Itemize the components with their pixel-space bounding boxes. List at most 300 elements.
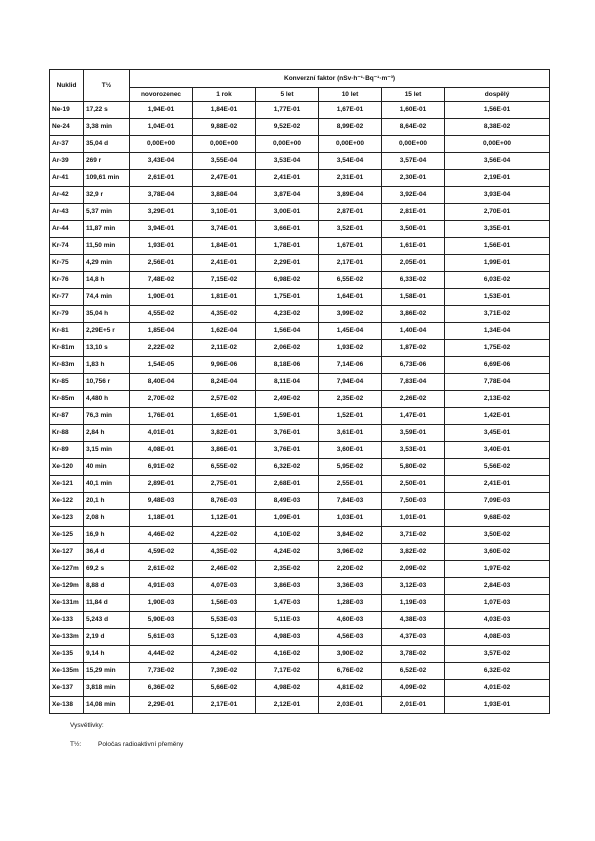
factor-cell: 1,58E-01 xyxy=(382,289,445,306)
factor-cell: 1,40E-04 xyxy=(382,323,445,340)
table-row xyxy=(50,442,550,459)
factor-cell: 3,99E-02 xyxy=(319,306,382,323)
factor-cell: 3,57E-04 xyxy=(382,153,445,170)
factor-cell: 3,86E-01 xyxy=(193,442,256,459)
factor-cell: 1,78E-01 xyxy=(256,238,319,255)
table-row xyxy=(50,306,550,323)
factor-cell: 2,20E-02 xyxy=(319,561,382,578)
factor-cell: 1,34E-04 xyxy=(445,323,550,340)
table-body xyxy=(50,102,550,714)
factor-cell: 6,91E-02 xyxy=(130,459,193,476)
factor-cell: 6,36E-02 xyxy=(130,680,193,697)
factor-cell: 4,24E-02 xyxy=(256,544,319,561)
half-life-cell: 5,243 d xyxy=(84,612,130,629)
factor-cell: 2,35E-02 xyxy=(256,561,319,578)
factor-cell: 3,76E-01 xyxy=(256,442,319,459)
factor-cell: 4,38E-03 xyxy=(382,612,445,629)
nuclide-cell: Kr-74 xyxy=(50,238,84,255)
legend-symbol: T½: xyxy=(70,741,82,748)
factor-cell: 4,81E-02 xyxy=(319,680,382,697)
factor-cell: 7,14E-06 xyxy=(319,357,382,374)
table-row xyxy=(50,340,550,357)
nuclide-cell: Ar-42 xyxy=(50,187,84,204)
factor-cell: 2,84E-03 xyxy=(445,578,550,595)
nuclide-cell: Xe-131m xyxy=(50,595,84,612)
factor-cell: 7,09E-03 xyxy=(445,493,550,510)
factor-cell: 6,32E-02 xyxy=(256,459,319,476)
half-life-cell: 1,83 h xyxy=(84,357,130,374)
half-life-cell: 269 r xyxy=(84,153,130,170)
factor-cell: 3,89E-04 xyxy=(319,187,382,204)
factor-cell: 5,90E-03 xyxy=(130,612,193,629)
factor-cell: 1,19E-03 xyxy=(382,595,445,612)
age-group-header: 5 let xyxy=(256,88,319,102)
nuclide-cell: Ar-37 xyxy=(50,136,84,153)
factor-cell: 0,00E+00 xyxy=(130,136,193,153)
half-life-cell: 4,480 h xyxy=(84,391,130,408)
half-life-cell: 15,29 min xyxy=(84,663,130,680)
table-row xyxy=(50,493,550,510)
half-life-cell: 76,3 min xyxy=(84,408,130,425)
factor-cell: 3,82E-01 xyxy=(193,425,256,442)
table-row xyxy=(50,510,550,527)
factor-cell: 2,06E-02 xyxy=(256,340,319,357)
factor-cell: 9,48E-03 xyxy=(130,493,193,510)
table-row xyxy=(50,289,550,306)
factor-cell: 7,78E-04 xyxy=(445,374,550,391)
factor-cell: 5,80E-02 xyxy=(382,459,445,476)
factor-cell: 2,26E-02 xyxy=(382,391,445,408)
factor-cell: 3,71E-02 xyxy=(445,306,550,323)
factor-cell: 5,56E-02 xyxy=(445,459,550,476)
factor-cell: 4,23E-02 xyxy=(256,306,319,323)
table-row xyxy=(50,357,550,374)
table-row xyxy=(50,697,550,714)
half-life-cell: 14,08 min xyxy=(84,697,130,714)
factor-cell: 4,09E-02 xyxy=(382,680,445,697)
factor-cell: 4,56E-03 xyxy=(319,629,382,646)
age-group-header: novorozenec xyxy=(130,88,193,102)
factor-cell: 1,53E-01 xyxy=(445,289,550,306)
factor-cell: 4,08E-01 xyxy=(130,442,193,459)
factor-cell: 3,61E-01 xyxy=(319,425,382,442)
table-row xyxy=(50,612,550,629)
factor-cell: 2,19E-01 xyxy=(445,170,550,187)
nuclide-cell: Kr-81m xyxy=(50,340,84,357)
factor-cell: 3,60E-02 xyxy=(445,544,550,561)
factor-cell: 1,84E-01 xyxy=(193,238,256,255)
factor-cell: 4,98E-03 xyxy=(256,629,319,646)
factor-cell: 2,56E-01 xyxy=(130,255,193,272)
half-life-cell: 4,29 min xyxy=(84,255,130,272)
factor-cell: 3,53E-01 xyxy=(382,442,445,459)
nuclide-cell: Ar-39 xyxy=(50,153,84,170)
factor-cell: 4,98E-02 xyxy=(256,680,319,697)
nuclide-cell: Kr-79 xyxy=(50,306,84,323)
half-life-cell: 2,84 h xyxy=(84,425,130,442)
factor-cell: 2,05E-01 xyxy=(382,255,445,272)
nuclide-cell: Xe-127m xyxy=(50,561,84,578)
header-conversion-factor: Konverzní faktor (nSv·h⁻¹·Bq⁻¹·m⁻³) xyxy=(130,70,550,88)
factor-cell: 7,48E-02 xyxy=(130,272,193,289)
factor-cell: 3,66E-01 xyxy=(256,221,319,238)
factor-cell: 1,93E-02 xyxy=(319,340,382,357)
factor-cell: 2,70E-02 xyxy=(130,391,193,408)
factor-cell: 1,56E-01 xyxy=(445,102,550,119)
factor-cell: 2,29E-01 xyxy=(130,697,193,714)
nuclide-cell: Xe-123 xyxy=(50,510,84,527)
factor-cell: 1,75E-01 xyxy=(256,289,319,306)
nuclide-cell: Ar-43 xyxy=(50,204,84,221)
factor-cell: 3,36E-03 xyxy=(319,578,382,595)
age-group-header: 15 let xyxy=(382,88,445,102)
factor-cell: 1,04E-01 xyxy=(130,119,193,136)
factor-cell: 8,18E-06 xyxy=(256,357,319,374)
factor-cell: 8,24E-04 xyxy=(193,374,256,391)
nuclide-cell: Xe-125 xyxy=(50,527,84,544)
factor-cell: 2,46E-02 xyxy=(193,561,256,578)
half-life-cell: 11,87 min xyxy=(84,221,130,238)
factor-cell: 0,00E+00 xyxy=(193,136,256,153)
nuclide-cell: Kr-87 xyxy=(50,408,84,425)
factor-cell: 1,52E-01 xyxy=(319,408,382,425)
nuclide-cell: Xe-133 xyxy=(50,612,84,629)
factor-cell: 0,00E+00 xyxy=(382,136,445,153)
factor-cell: 3,84E-02 xyxy=(319,527,382,544)
legend-entry xyxy=(70,741,183,748)
half-life-cell: 2,19 d xyxy=(84,629,130,646)
factor-cell: 2,11E-02 xyxy=(193,340,256,357)
factor-cell: 1,09E-01 xyxy=(256,510,319,527)
factor-cell: 1,85E-04 xyxy=(130,323,193,340)
half-life-cell: 10,756 r xyxy=(84,374,130,391)
nuclide-cell: Ar-44 xyxy=(50,221,84,238)
factor-cell: 4,22E-02 xyxy=(193,527,256,544)
factor-cell: 9,52E-02 xyxy=(256,119,319,136)
factor-cell: 3,71E-02 xyxy=(382,527,445,544)
table-row xyxy=(50,238,550,255)
factor-cell: 3,40E-01 xyxy=(445,442,550,459)
factor-cell: 1,99E-01 xyxy=(445,255,550,272)
factor-cell: 1,67E-01 xyxy=(319,238,382,255)
factor-cell: 3,74E-01 xyxy=(193,221,256,238)
factor-cell: 3,78E-02 xyxy=(382,646,445,663)
factor-cell: 8,99E-02 xyxy=(319,119,382,136)
factor-cell: 3,93E-04 xyxy=(445,187,550,204)
factor-cell: 1,67E-01 xyxy=(319,102,382,119)
factor-cell: 3,54E-04 xyxy=(319,153,382,170)
nuclide-cell: Xe-122 xyxy=(50,493,84,510)
factor-cell: 3,45E-01 xyxy=(445,425,550,442)
factor-cell: 1,93E-01 xyxy=(445,697,550,714)
half-life-cell: 35,04 d xyxy=(84,136,130,153)
nuclide-cell: Xe-129m xyxy=(50,578,84,595)
factor-cell: 1,56E-04 xyxy=(256,323,319,340)
table-row xyxy=(50,595,550,612)
factor-cell: 3,59E-01 xyxy=(382,425,445,442)
factor-cell: 6,69E-06 xyxy=(445,357,550,374)
half-life-cell: 16,9 h xyxy=(84,527,130,544)
nuclide-cell: Xe-133m xyxy=(50,629,84,646)
factor-cell: 7,39E-02 xyxy=(193,663,256,680)
factor-cell: 8,40E-04 xyxy=(130,374,193,391)
age-group-header: dospělý xyxy=(445,88,550,102)
factor-cell: 3,82E-02 xyxy=(382,544,445,561)
factor-cell: 1,45E-04 xyxy=(319,323,382,340)
nuclide-cell: Kr-83m xyxy=(50,357,84,374)
table-row xyxy=(50,561,550,578)
factor-cell: 2,89E-01 xyxy=(130,476,193,493)
factor-cell: 2,17E-01 xyxy=(319,255,382,272)
half-life-cell: 11,50 min xyxy=(84,238,130,255)
factor-cell: 4,07E-03 xyxy=(193,578,256,595)
nuclide-cell: Xe-121 xyxy=(50,476,84,493)
factor-cell: 1,62E-04 xyxy=(193,323,256,340)
nuclide-cell: Xe-120 xyxy=(50,459,84,476)
factor-cell: 2,50E-01 xyxy=(382,476,445,493)
factor-cell: 1,87E-02 xyxy=(382,340,445,357)
nuclide-cell: Kr-88 xyxy=(50,425,84,442)
half-life-cell: 74,4 min xyxy=(84,289,130,306)
factor-cell: 8,76E-03 xyxy=(193,493,256,510)
factor-cell: 3,86E-03 xyxy=(256,578,319,595)
factor-cell: 4,37E-03 xyxy=(382,629,445,646)
factor-cell: 5,11E-03 xyxy=(256,612,319,629)
factor-cell: 1,07E-03 xyxy=(445,595,550,612)
table-row xyxy=(50,578,550,595)
factor-cell: 4,59E-02 xyxy=(130,544,193,561)
factor-cell: 1,47E-01 xyxy=(382,408,445,425)
half-life-cell: 32,9 r xyxy=(84,187,130,204)
nuclide-cell: Kr-81 xyxy=(50,323,84,340)
factor-cell: 7,50E-03 xyxy=(382,493,445,510)
factor-cell: 4,08E-03 xyxy=(445,629,550,646)
factor-cell: 6,52E-02 xyxy=(382,663,445,680)
factor-cell: 3,12E-03 xyxy=(382,578,445,595)
table-row xyxy=(50,459,550,476)
factor-cell: 1,47E-03 xyxy=(256,595,319,612)
half-life-cell: 69,2 s xyxy=(84,561,130,578)
factor-cell: 2,61E-02 xyxy=(130,561,193,578)
table-row xyxy=(50,204,550,221)
factor-cell: 3,56E-04 xyxy=(445,153,550,170)
factor-cell: 4,35E-02 xyxy=(193,544,256,561)
factor-cell: 3,94E-01 xyxy=(130,221,193,238)
factor-cell: 1,01E-01 xyxy=(382,510,445,527)
factor-cell: 2,22E-02 xyxy=(130,340,193,357)
factor-cell: 7,84E-03 xyxy=(319,493,382,510)
factor-cell: 9,96E-06 xyxy=(193,357,256,374)
factor-cell: 1,84E-01 xyxy=(193,102,256,119)
factor-cell: 1,94E-01 xyxy=(130,102,193,119)
table-row xyxy=(50,476,550,493)
factor-cell: 6,55E-02 xyxy=(193,459,256,476)
table-row xyxy=(50,646,550,663)
factor-cell: 2,01E-01 xyxy=(382,697,445,714)
factor-cell: 1,93E-01 xyxy=(130,238,193,255)
factor-cell: 2,55E-01 xyxy=(319,476,382,493)
half-life-cell: 2,29E+5 r xyxy=(84,323,130,340)
factor-cell: 6,98E-02 xyxy=(256,272,319,289)
factor-cell: 4,16E-02 xyxy=(256,646,319,663)
factor-cell: 6,73E-06 xyxy=(382,357,445,374)
table-row xyxy=(50,272,550,289)
age-group-header: 10 let xyxy=(319,88,382,102)
factor-cell: 4,91E-03 xyxy=(130,578,193,595)
factor-cell: 2,81E-01 xyxy=(382,204,445,221)
table-row xyxy=(50,425,550,442)
factor-cell: 6,03E-02 xyxy=(445,272,550,289)
factor-cell: 5,53E-03 xyxy=(193,612,256,629)
factor-cell: 3,90E-02 xyxy=(319,646,382,663)
table-row xyxy=(50,255,550,272)
factor-cell: 0,00E+00 xyxy=(319,136,382,153)
factor-cell: 1,76E-01 xyxy=(130,408,193,425)
table-row xyxy=(50,629,550,646)
factor-cell: 5,66E-02 xyxy=(193,680,256,697)
factor-cell: 3,52E-01 xyxy=(319,221,382,238)
factor-cell: 1,64E-01 xyxy=(319,289,382,306)
factor-cell: 4,46E-02 xyxy=(130,527,193,544)
factor-cell: 3,43E-04 xyxy=(130,153,193,170)
factor-cell: 2,61E-01 xyxy=(130,170,193,187)
factor-cell: 7,17E-02 xyxy=(256,663,319,680)
factor-cell: 4,24E-02 xyxy=(193,646,256,663)
factor-cell: 3,55E-04 xyxy=(193,153,256,170)
half-life-cell: 40 min xyxy=(84,459,130,476)
factor-cell: 1,65E-01 xyxy=(193,408,256,425)
half-life-cell: 9,14 h xyxy=(84,646,130,663)
factor-cell: 1,90E-01 xyxy=(130,289,193,306)
half-life-cell: 13,10 s xyxy=(84,340,130,357)
factor-cell: 2,49E-02 xyxy=(256,391,319,408)
nuclide-cell: Ne-24 xyxy=(50,119,84,136)
header-nuclide: Nuklid xyxy=(50,70,84,102)
half-life-cell: 3,15 min xyxy=(84,442,130,459)
factor-cell: 2,13E-02 xyxy=(445,391,550,408)
half-life-cell: 3,818 min xyxy=(84,680,130,697)
legend-description: Poločas radioaktivní přeměny xyxy=(98,741,184,748)
factor-cell: 7,94E-04 xyxy=(319,374,382,391)
legend xyxy=(70,722,183,748)
table-row xyxy=(50,136,550,153)
factor-cell: 5,61E-03 xyxy=(130,629,193,646)
factor-cell: 2,75E-01 xyxy=(193,476,256,493)
half-life-cell: 11,84 d xyxy=(84,595,130,612)
factor-cell: 2,68E-01 xyxy=(256,476,319,493)
factor-cell: 3,00E-01 xyxy=(256,204,319,221)
table-row xyxy=(50,221,550,238)
factor-cell: 3,53E-04 xyxy=(256,153,319,170)
factor-cell: 3,50E-01 xyxy=(382,221,445,238)
nuclide-cell: Kr-85 xyxy=(50,374,84,391)
table-row xyxy=(50,408,550,425)
nuclide-cell: Kr-75 xyxy=(50,255,84,272)
table-row xyxy=(50,391,550,408)
factor-cell: 3,35E-01 xyxy=(445,221,550,238)
factor-cell: 9,68E-02 xyxy=(445,510,550,527)
factor-cell: 7,73E-02 xyxy=(130,663,193,680)
factor-cell: 3,92E-04 xyxy=(382,187,445,204)
half-life-cell: 3,38 min xyxy=(84,119,130,136)
factor-cell: 1,42E-01 xyxy=(445,408,550,425)
factor-cell: 2,35E-02 xyxy=(319,391,382,408)
factor-cell: 8,49E-03 xyxy=(256,493,319,510)
factor-cell: 4,55E-02 xyxy=(130,306,193,323)
factor-cell: 2,12E-01 xyxy=(256,697,319,714)
factor-cell: 4,44E-02 xyxy=(130,646,193,663)
factor-cell: 1,12E-01 xyxy=(193,510,256,527)
factor-cell: 6,76E-02 xyxy=(319,663,382,680)
factor-cell: 2,41E-01 xyxy=(445,476,550,493)
factor-cell: 3,88E-04 xyxy=(193,187,256,204)
factor-cell: 1,81E-01 xyxy=(193,289,256,306)
table-row xyxy=(50,544,550,561)
half-life-cell: 17,22 s xyxy=(84,102,130,119)
factor-cell: 2,30E-01 xyxy=(382,170,445,187)
factor-cell: 1,60E-01 xyxy=(382,102,445,119)
factor-cell: 3,57E-02 xyxy=(445,646,550,663)
factor-cell: 5,95E-02 xyxy=(319,459,382,476)
factor-cell: 2,57E-02 xyxy=(193,391,256,408)
factor-cell: 1,90E-03 xyxy=(130,595,193,612)
factor-cell: 2,47E-01 xyxy=(193,170,256,187)
header-half-life: T½ xyxy=(84,70,130,102)
factor-cell: 2,31E-01 xyxy=(319,170,382,187)
nuclide-cell: Xe-127 xyxy=(50,544,84,561)
factor-cell: 7,83E-04 xyxy=(382,374,445,391)
factor-cell: 0,00E+00 xyxy=(445,136,550,153)
factor-cell: 9,88E-02 xyxy=(193,119,256,136)
factor-cell: 3,29E-01 xyxy=(130,204,193,221)
factor-cell: 6,55E-02 xyxy=(319,272,382,289)
factor-cell: 1,56E-01 xyxy=(445,238,550,255)
factor-cell: 3,86E-02 xyxy=(382,306,445,323)
factor-cell: 1,03E-01 xyxy=(319,510,382,527)
age-group-header: 1 rok xyxy=(193,88,256,102)
factor-cell: 2,41E-01 xyxy=(256,170,319,187)
factor-cell: 3,87E-04 xyxy=(256,187,319,204)
nuclide-cell: Kr-89 xyxy=(50,442,84,459)
factor-cell: 7,15E-02 xyxy=(193,272,256,289)
half-life-cell: 8,88 d xyxy=(84,578,130,595)
factor-cell: 1,18E-01 xyxy=(130,510,193,527)
factor-cell: 0,00E+00 xyxy=(256,136,319,153)
factor-cell: 1,54E-05 xyxy=(130,357,193,374)
half-life-cell: 36,4 d xyxy=(84,544,130,561)
conversion-factor-table xyxy=(49,69,550,714)
factor-cell: 1,97E-02 xyxy=(445,561,550,578)
factor-cell: 3,76E-01 xyxy=(256,425,319,442)
nuclide-cell: Xe-137 xyxy=(50,680,84,697)
factor-cell: 1,77E-01 xyxy=(256,102,319,119)
half-life-cell: 20,1 h xyxy=(84,493,130,510)
factor-cell: 4,60E-03 xyxy=(319,612,382,629)
factor-cell: 4,10E-02 xyxy=(256,527,319,544)
table-row xyxy=(50,187,550,204)
nuclide-cell: Kr-85m xyxy=(50,391,84,408)
factor-cell: 1,56E-03 xyxy=(193,595,256,612)
half-life-cell: 2,08 h xyxy=(84,510,130,527)
factor-cell: 3,10E-01 xyxy=(193,204,256,221)
table-row xyxy=(50,102,550,119)
table-row xyxy=(50,374,550,391)
table-row xyxy=(50,119,550,136)
table-row xyxy=(50,153,550,170)
factor-cell: 1,61E-01 xyxy=(382,238,445,255)
factor-cell: 4,01E-02 xyxy=(445,680,550,697)
half-life-cell: 35,04 h xyxy=(84,306,130,323)
